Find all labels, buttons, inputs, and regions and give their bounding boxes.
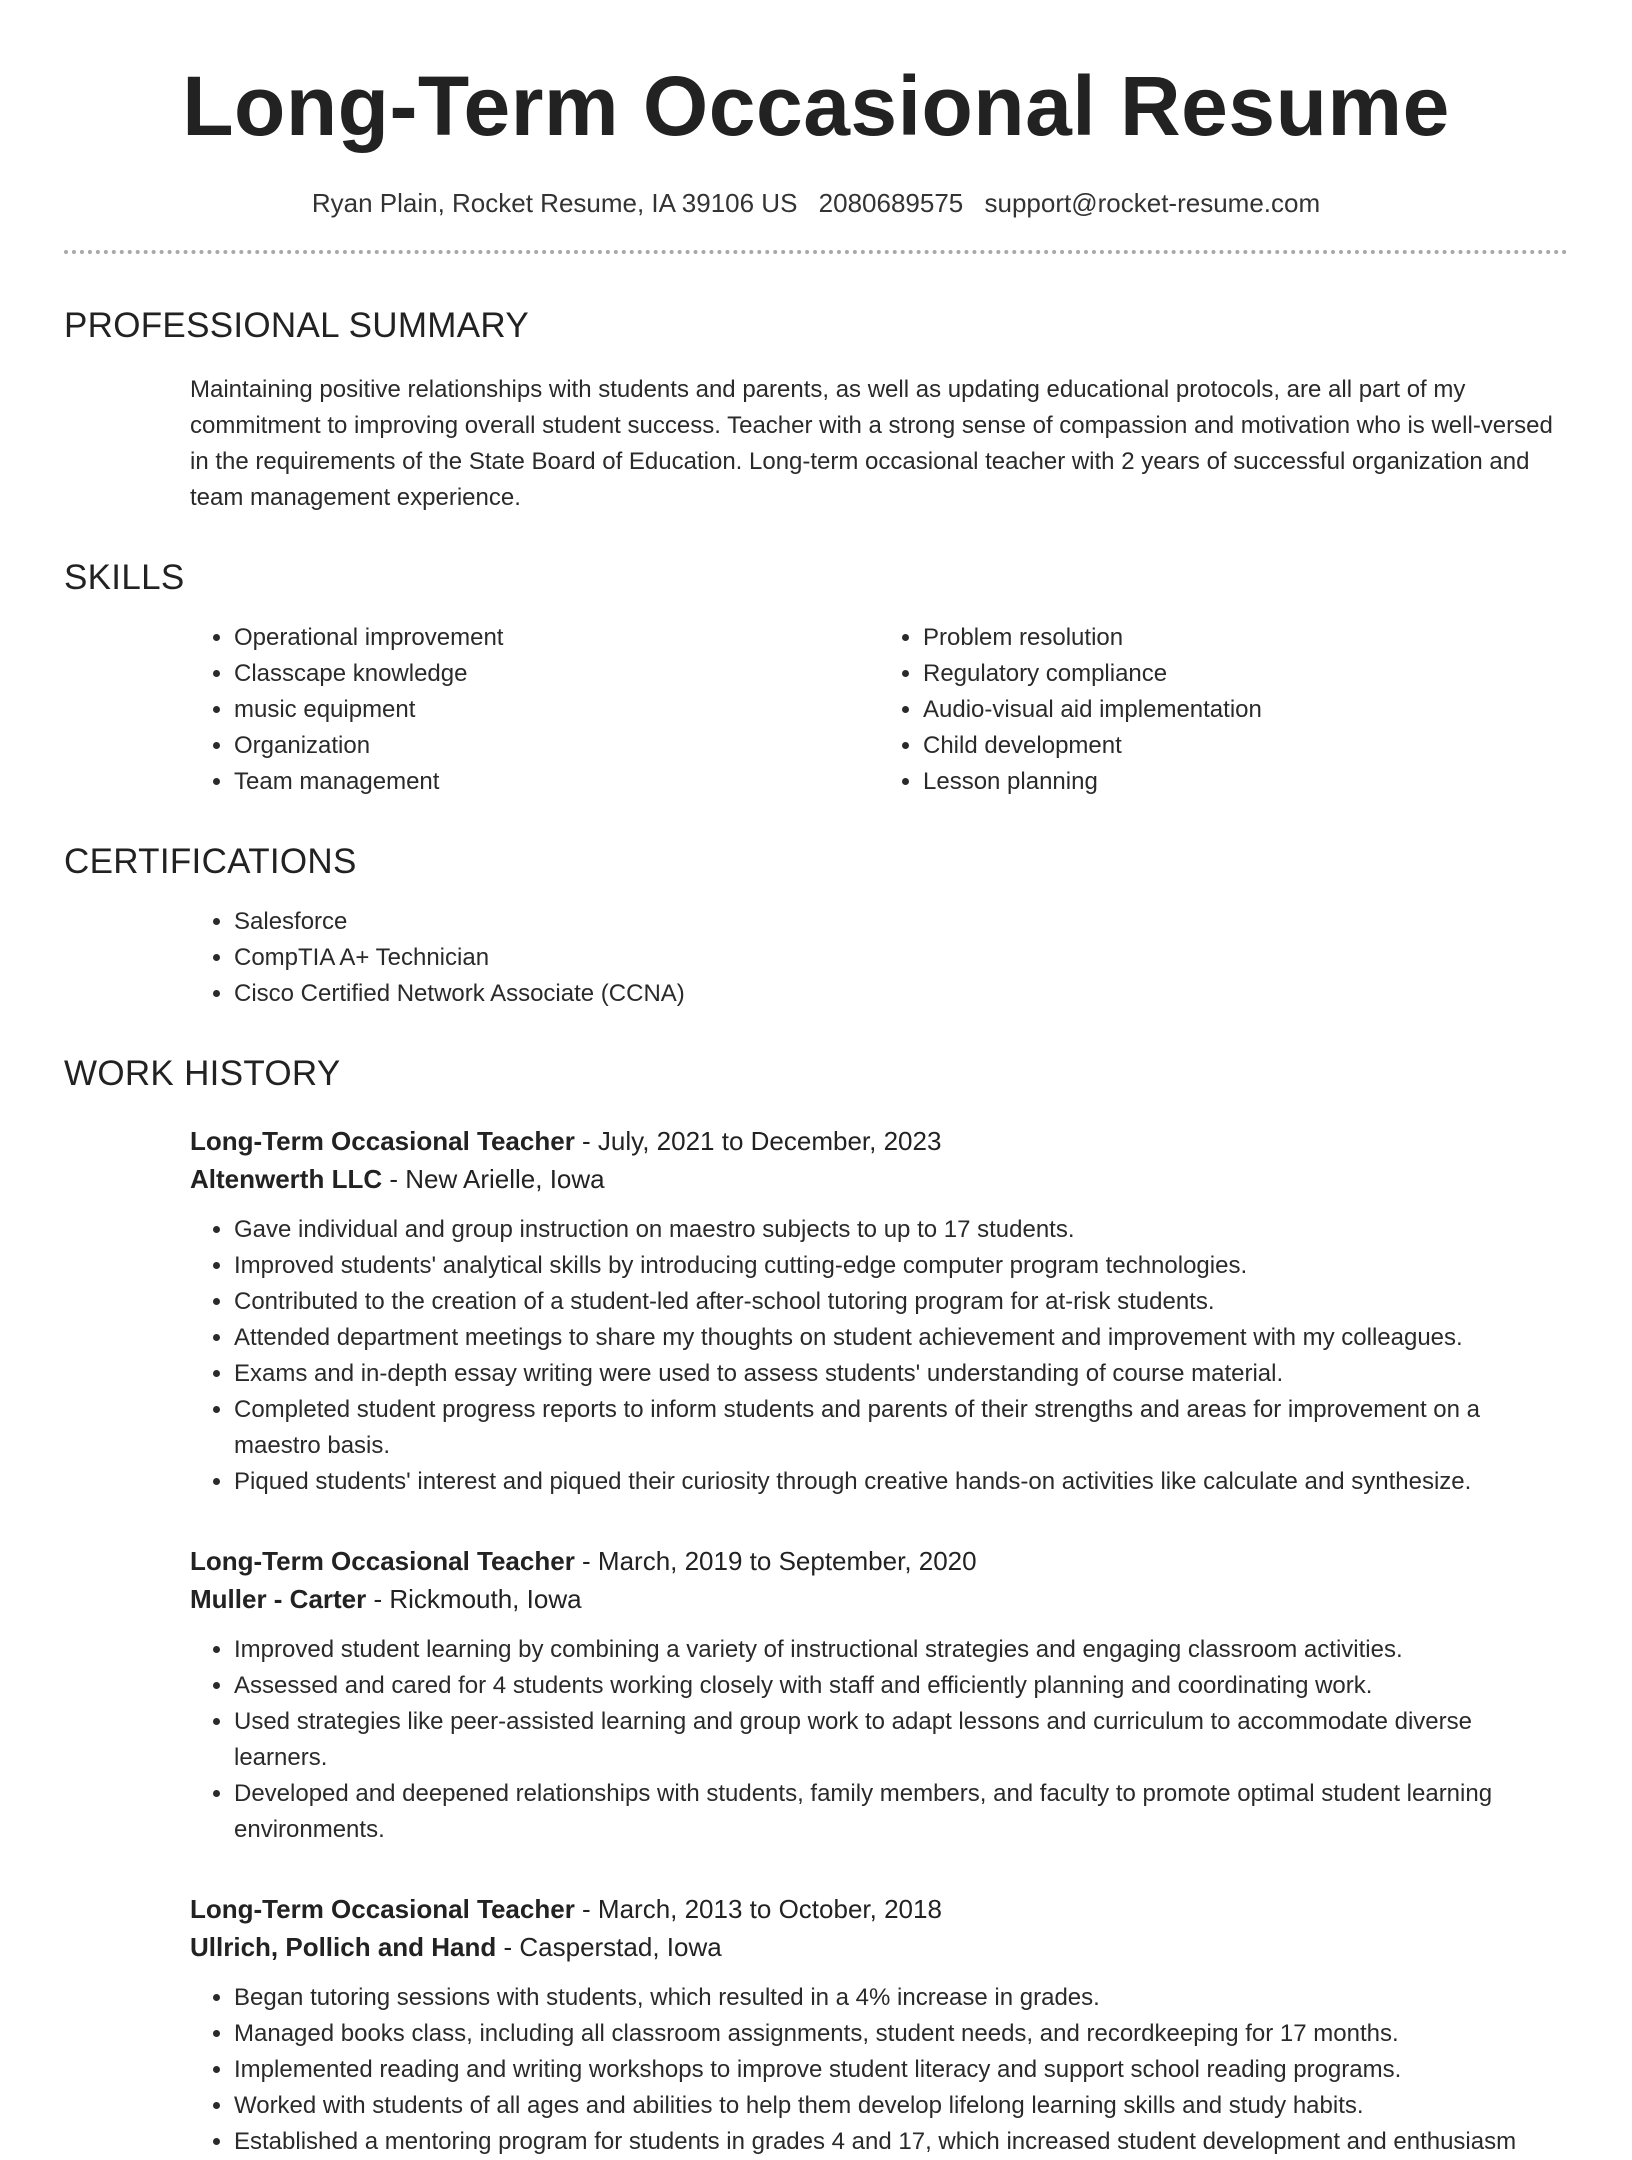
job-bullet: • Implemented reading and writing workshops to improve student literacy and support school reading programs. [234, 2052, 1568, 2088]
contact-address: Ryan Plain, Rocket Resume, IA 39106 US [311, 188, 798, 218]
work-history-section [64, 1052, 1568, 2160]
job-bullet: • Worked with students of all ages and abilities to help them develop lifelong learning skills and study habits. [234, 2088, 1568, 2124]
job-company: Muller - Carter [190, 1584, 367, 1614]
summary-section [64, 304, 1568, 516]
certifications-list [190, 904, 1568, 1012]
job-bullet: • Used strategies like peer-assisted learning and group work to adapt lessons and curriculum to accommodate diverse learners. [234, 1704, 1568, 1776]
summary-heading: PROFESSIONAL SUMMARY [64, 306, 529, 345]
certifications-heading: CERTIFICATIONS [64, 842, 357, 881]
skill-item: • Regulatory compliance [923, 656, 1568, 692]
job-entry [190, 1890, 1568, 2160]
work-history-heading: WORK HISTORY [64, 1054, 341, 1093]
job-bullet: • Completed student progress reports to inform students and parents of their strengths and areas for improvement on a maestro basis. [234, 1392, 1568, 1464]
skill-item: • Team management [234, 764, 879, 800]
skills-heading: SKILLS [64, 558, 185, 597]
job-bullet: • Exams and in-depth essay writing were used to assess students' understanding of course material. [234, 1356, 1568, 1392]
job-title-line [190, 1542, 1568, 1580]
job-bullet: • Developed and deepened relationships with students, family members, and faculty to promote optimal student learning environments. [234, 1776, 1568, 1848]
job-bullet: • Managed books class, including all classroom assignments, student needs, and recordkeeping for 17 months. [234, 2016, 1568, 2052]
skill-item: • music equipment [234, 692, 879, 728]
job-bullets [190, 1632, 1568, 1848]
contact-phone: 2080689575 [818, 188, 964, 218]
job-bullet: • Assessed and cared for 4 students working closely with staff and efficiently planning and coordinating work. [234, 1668, 1568, 1704]
job-entry [190, 1542, 1568, 1848]
certification-item: • CompTIA A+ Technician [234, 940, 1568, 976]
job-bullet: • Attended department meetings to share my thoughts on student achievement and improvement with my colleagues. [234, 1320, 1568, 1356]
job-location: - Casperstad, Iowa [496, 1932, 722, 1962]
job-company-line [190, 1928, 1568, 1966]
job-bullet: • Improved student learning by combining a variety of instructional strategies and engaging classroom activities. [234, 1632, 1568, 1668]
job-bullets [190, 1212, 1568, 1500]
certifications-section [64, 840, 1568, 1012]
skills-columns [190, 620, 1568, 800]
job-location: - Rickmouth, Iowa [366, 1584, 582, 1614]
skill-item: • Lesson planning [923, 764, 1568, 800]
job-entry [190, 1122, 1568, 1500]
resume-title: Long-Term Occasional Resume [182, 59, 1450, 153]
job-location: - New Arielle, Iowa [382, 1164, 605, 1194]
skill-item: • Organization [234, 728, 879, 764]
job-dates: - July, 2021 to December, 2023 [574, 1126, 942, 1156]
summary-text: Maintaining positive relationships with students and parents, as well as updating educational protocols, are all part of my commitment to improving overall student success. Teacher with a strong sense of compassion and motivation who is well-versed in the requirements of the State Board of Education. Long-term occasional teacher with 2 years of successful organization and team management experience. [190, 376, 1553, 511]
skills-right-list [879, 620, 1568, 800]
job-bullet: • Contributed to the creation of a student-led after-school tutoring program for at-risk students. [234, 1284, 1568, 1320]
contact-info [64, 186, 1568, 220]
skills-left-list [190, 620, 879, 800]
job-company: Ullrich, Pollich and Hand [190, 1932, 497, 1962]
header-divider [64, 250, 1568, 254]
job-title-line [190, 1122, 1568, 1160]
job-title: Long-Term Occasional Teacher [190, 1126, 575, 1156]
job-title-line [190, 1890, 1568, 1928]
job-bullets [190, 1980, 1568, 2160]
certification-item: • Cisco Certified Network Associate (CCNA) [234, 976, 1568, 1012]
job-company-line [190, 1580, 1568, 1618]
skill-item: • Operational improvement [234, 620, 879, 656]
certification-item: • Salesforce [234, 904, 1568, 940]
job-dates: - March, 2013 to October, 2018 [574, 1894, 942, 1924]
job-dates: - March, 2019 to September, 2020 [574, 1546, 977, 1576]
job-bullet: • Began tutoring sessions with students, which resulted in a 4% increase in grades. [234, 1980, 1568, 2016]
job-bullet: • Piqued students' interest and piqued their curiosity through creative hands-on activities like calculate and synthesize. [234, 1464, 1568, 1500]
skill-item: • Audio-visual aid implementation [923, 692, 1568, 728]
skill-item: • Problem resolution [923, 620, 1568, 656]
skill-item: • Classcape knowledge [234, 656, 879, 692]
skill-item: • Child development [923, 728, 1568, 764]
job-bullet: • Gave individual and group instruction on maestro subjects to up to 17 students. [234, 1212, 1568, 1248]
job-bullet: • Improved students' analytical skills by introducing cutting-edge computer program technologies. [234, 1248, 1568, 1284]
job-title: Long-Term Occasional Teacher [190, 1894, 575, 1924]
job-bullet: • Established a mentoring program for students in grades 4 and 17, which increased student development and enthusiasm [234, 2124, 1568, 2160]
skills-section [64, 556, 1568, 800]
contact-email: support@rocket-resume.com [984, 188, 1321, 218]
job-title: Long-Term Occasional Teacher [190, 1546, 575, 1576]
job-company-line [190, 1160, 1568, 1198]
job-company: Altenwerth LLC [190, 1164, 383, 1194]
